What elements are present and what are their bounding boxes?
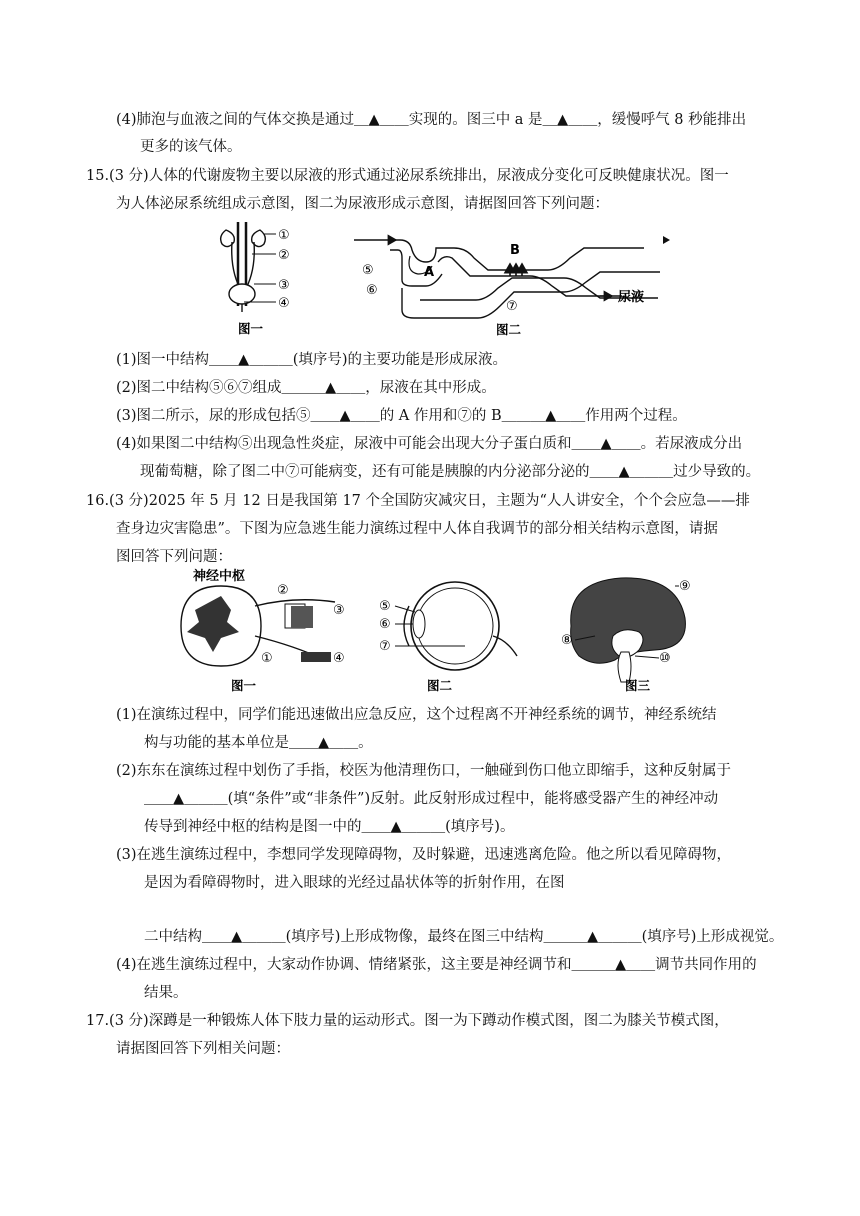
reflex-label-3: ③: [333, 603, 345, 618]
fig2-label-5: ⑤: [362, 263, 374, 278]
text-line: 请据图回答下列相关问题：: [116, 1041, 290, 1057]
text-line: 结果。: [144, 985, 188, 1001]
fig2-letter-b: B: [510, 243, 520, 258]
q16-sub-2: (2)东东在演练过程中划伤了手指，校医为他清理伤口，一触碰到伤口他立即缩手，这种反射属于: [116, 763, 732, 779]
q15-sub-3: (3)图二所示，尿的形成包括⑤＿＿▲＿＿的 A 作用和⑦的 B＿＿＿▲＿＿作用两个过程。: [116, 408, 687, 424]
fig1-label-3: ③: [278, 278, 290, 293]
reflex-label-1: ①: [261, 651, 273, 666]
brain-label-10: ⑩: [659, 651, 671, 666]
fig1-caption: 图一: [231, 678, 257, 693]
text-line: 构与功能的基本单位是＿＿▲＿＿。: [144, 735, 373, 751]
text-line: 为人体泌尿系统组成示意图，图二为尿液形成示意图，请据图回答下列问题：: [116, 196, 609, 212]
fig1-caption: 图一: [238, 321, 264, 336]
q16-sub-1: (1)在演练过程中，同学们能迅速做出应急反应，这个过程离不开神经系统的调节，神经系统结: [116, 707, 717, 723]
text-line: (4)肺泡与血液之间的气体交换是通过＿▲＿＿实现的。图三中 a 是＿▲＿＿，缓慢呼气 8 秒能排出: [116, 112, 747, 128]
q15-sub-4: (4)如果图二中结构⑤出现急性炎症，尿液中可能会出现大分子蛋白质和＿＿▲＿＿。若尿液成分出: [116, 436, 743, 452]
fig2-letter-a: A: [424, 265, 435, 280]
fig2-caption: 图二: [496, 322, 522, 337]
text-line: 二中结构＿＿▲＿＿＿(填序号)上形成物像，最终在图三中结构＿＿＿▲＿＿＿(填序号)上形成视觉。: [144, 929, 784, 945]
urinary-system-figure: [212, 216, 302, 340]
fig2-label-6: ⑥: [366, 283, 378, 298]
q16-sub-3: (3)在逃生演练过程中，李想同学发现障碍物，及时躲避，迅速逃离危险。他之所以看见障碍物，: [116, 847, 732, 863]
reflex-label-4: ④: [333, 651, 345, 666]
brain-label-9: ⑨: [679, 579, 691, 594]
brain-label-8: ⑧: [561, 633, 573, 648]
fig1-label-4: ④: [278, 296, 290, 311]
center-label: 神经中枢: [193, 569, 246, 584]
urine-label: 尿液: [618, 290, 645, 305]
text-line: 是因为看障碍物时，进入眼球的光经过晶状体等的折射作用，在图: [144, 875, 565, 891]
fig2-label-7: ⑦: [506, 299, 518, 314]
reflex-label-2: ②: [277, 583, 289, 598]
eye-label-6: ⑥: [379, 617, 391, 632]
brain-figure: [555, 566, 705, 696]
eye-label-5: ⑤: [379, 599, 391, 614]
urine-formation-figure: [350, 230, 670, 340]
question-17-stem: 17.(3 分)深蹲是一种锻炼人体下肢力量的运动形式。图一为下蹲动作模式图，图二为膝关节模式图，: [86, 1013, 729, 1029]
text-line: 传导到神经中枢的结构是图一中的＿＿▲＿＿＿(填序号)。: [144, 819, 515, 835]
text-line: 更多的该气体。: [140, 139, 242, 155]
fig3-caption: 图三: [625, 678, 651, 693]
reflex-arc-figure: [165, 566, 365, 696]
question-15-stem: 15.(3 分)人体的代谢废物主要以尿液的形式通过泌尿系统排出，尿液成分变化可反映健康状况。图一: [86, 168, 729, 184]
q15-sub-1: (1)图一中结构＿＿▲＿＿＿(填序号)的主要功能是形成尿液。: [116, 352, 508, 368]
text-line: 图回答下列问题：: [116, 549, 232, 565]
fig1-label-2: ②: [278, 248, 290, 263]
eye-label-7: ⑦: [379, 639, 391, 654]
q15-sub-2: (2)图二中结构⑤⑥⑦组成＿＿＿▲＿＿，尿液在其中形成。: [116, 380, 496, 396]
text-line: ＿＿▲＿＿＿(填“条件”或“非条件”)反射。此反射形成过程中，能将感受器产生的神经冲动: [144, 791, 719, 807]
fig1-label-1: ①: [278, 228, 290, 243]
q16-sub-4: (4)在逃生演练过程中，大家动作协调、情绪紧张，这主要是神经调节和＿＿＿▲＿＿调节共同作用的: [116, 957, 757, 973]
question-16-stem: 16.(3 分)2025 年 5 月 12 日是我国第 17 个全国防灾减灾日，主题为“人人讲安全，个个会应急——排: [86, 493, 750, 509]
fig2-caption: 图二: [427, 678, 453, 693]
text-line: 现葡萄糖，除了图二中⑦可能病变，还有可能是胰腺的内分泌部分泌的＿＿▲＿＿＿过少导致的。: [140, 464, 761, 480]
text-line: 查身边灾害隐患”。下图为应急逃生能力演练过程中人体自我调节的部分相关结构示意图，请据: [116, 521, 718, 537]
eye-figure: [375, 566, 525, 696]
